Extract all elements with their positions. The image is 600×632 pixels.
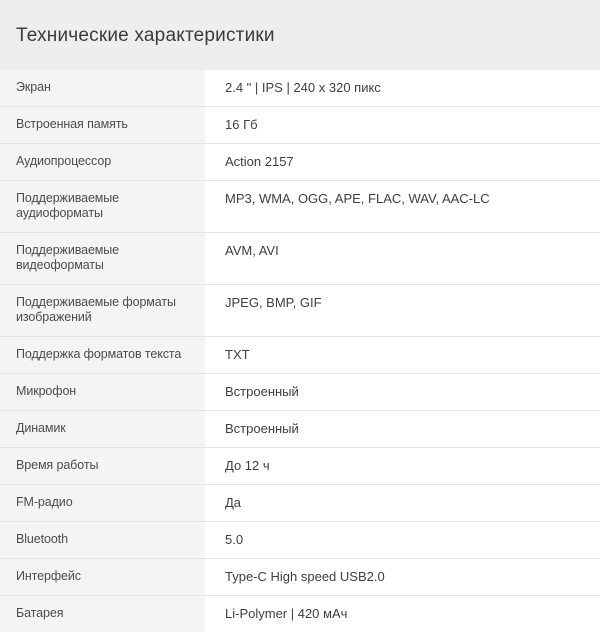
spec-label: Поддерживаемые аудиоформаты xyxy=(0,181,205,232)
spec-value: 16 Гб xyxy=(205,107,600,143)
spec-value: MP3, WMA, OGG, APE, FLAC, WAV, AAC-LC xyxy=(205,181,600,232)
spec-row xyxy=(0,336,600,373)
spec-value: JPEG, BMP, GIF xyxy=(205,285,600,336)
spec-value: Li-Polymer | 420 мАч xyxy=(205,596,600,632)
spec-row xyxy=(0,180,600,232)
spec-row xyxy=(0,70,600,106)
spec-value: Type-C High speed USB2.0 xyxy=(205,559,600,595)
spec-row xyxy=(0,373,600,410)
spec-label: Микрофон xyxy=(0,374,205,410)
specs-table xyxy=(0,70,600,632)
spec-value: Да xyxy=(205,485,600,521)
spec-row xyxy=(0,143,600,180)
spec-row xyxy=(0,284,600,336)
spec-label: Поддерживаемые форматы изображений xyxy=(0,285,205,336)
spec-value: TXT xyxy=(205,337,600,373)
spec-row xyxy=(0,484,600,521)
spec-value: 5.0 xyxy=(205,522,600,558)
spec-value: Action 2157 xyxy=(205,144,600,180)
spec-row xyxy=(0,106,600,143)
spec-label: FM-радио xyxy=(0,485,205,521)
spec-label: Интерфейс xyxy=(0,559,205,595)
spec-label: Аудиопроцессор xyxy=(0,144,205,180)
spec-value: Встроенный xyxy=(205,374,600,410)
spec-label: Динамик xyxy=(0,411,205,447)
spec-label: Поддержка форматов текста xyxy=(0,337,205,373)
spec-value: 2.4 " | IPS | 240 x 320 пикс xyxy=(205,70,600,106)
spec-row xyxy=(0,232,600,284)
spec-label: Время работы xyxy=(0,448,205,484)
spec-row xyxy=(0,447,600,484)
spec-row xyxy=(0,410,600,447)
page-title: Технические характеристики xyxy=(16,25,275,46)
spec-row xyxy=(0,521,600,558)
spec-label: Поддерживаемые видеоформаты xyxy=(0,233,205,284)
spec-value: До 12 ч xyxy=(205,448,600,484)
spec-label: Экран xyxy=(0,70,205,106)
spec-row xyxy=(0,595,600,632)
specs-header xyxy=(0,0,600,70)
spec-label: Встроенная память xyxy=(0,107,205,143)
spec-value: AVM, AVI xyxy=(205,233,600,284)
spec-row xyxy=(0,558,600,595)
spec-label: Батарея xyxy=(0,596,205,632)
spec-value: Встроенный xyxy=(205,411,600,447)
spec-label: Bluetooth xyxy=(0,522,205,558)
